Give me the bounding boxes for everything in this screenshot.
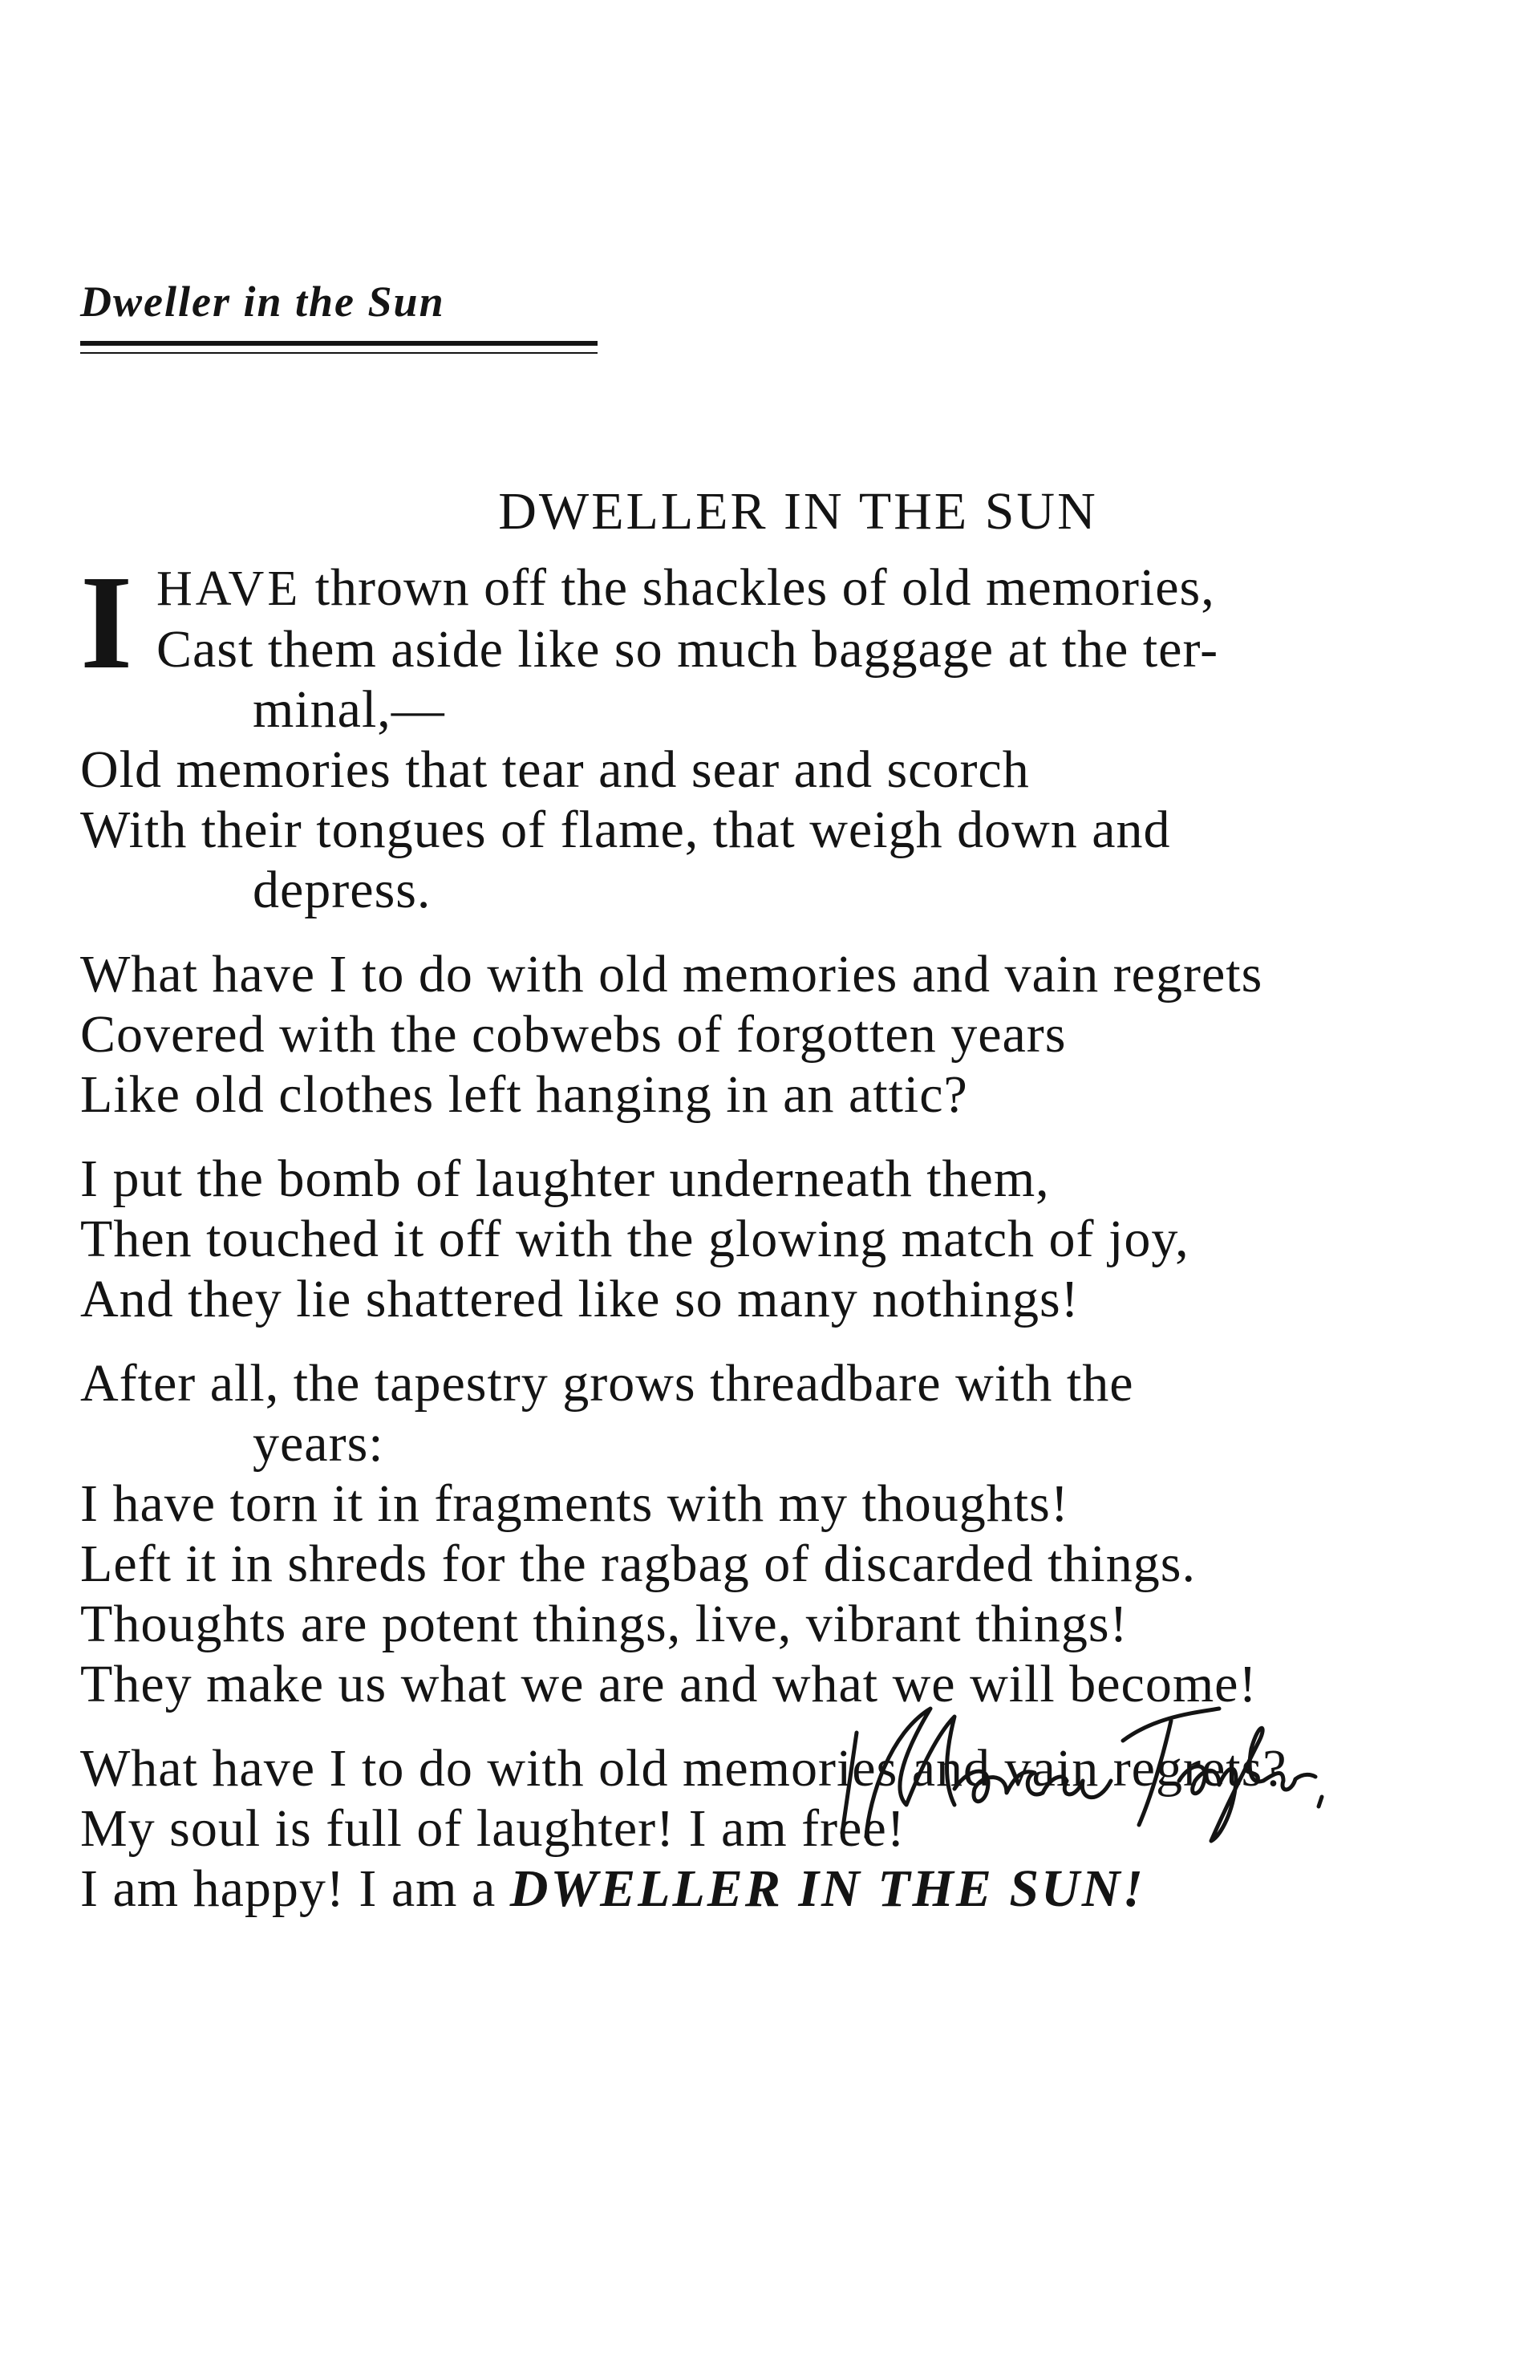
poem-line: I put the bomb of laughter underneath them,: [80, 1149, 1050, 1208]
stanza-4: [80, 1353, 1492, 1714]
signature-stroke: [842, 1733, 857, 1833]
line-text: I am happy! I am a: [80, 1859, 510, 1918]
poem-title: DWELLER IN THE SUN: [498, 482, 1098, 541]
poem-line: [80, 557, 1492, 619]
poem-line: After all, the tapestry grows threadbare with the: [80, 1354, 1134, 1413]
signature-stroke: [1319, 1797, 1322, 1806]
poem-line: years:: [253, 1414, 384, 1473]
poem-line: And they lie shattered like so many nothings!: [80, 1270, 1080, 1328]
poem-line: I have torn it in fragments with my thoughts!: [80, 1474, 1069, 1533]
poem-line: Left it in shreds for the ragbag of discarded things.: [80, 1535, 1196, 1593]
stanza-1: [80, 548, 1492, 920]
handwritten-signature: [834, 1685, 1331, 1853]
poem-line: Like old clothes left hanging in an attic?: [80, 1065, 968, 1124]
running-head: Dweller in the Sun: [80, 278, 445, 326]
poem-line: They make us what we are and what we will become!: [80, 1655, 1258, 1713]
stanza-2: [80, 944, 1492, 1125]
line-text: thrown off the shackles of old memories,: [301, 558, 1215, 617]
poem-line: What have I to do with old memories and vain regrets?: [80, 1739, 1287, 1798]
stanza-3: [80, 1149, 1492, 1329]
header-rule-thin: [80, 352, 598, 354]
signature-stroke: [1139, 1721, 1171, 1825]
poem-line: Covered with the cobwebs of forgotten years: [80, 1005, 1067, 1064]
header-rule-thick: [80, 341, 598, 346]
drop-cap: I: [80, 548, 133, 697]
signature-stroke: [954, 1771, 1111, 1802]
small-caps-word: HAVE: [156, 562, 302, 616]
signature-stroke: [866, 1709, 954, 1837]
poem-line: Cast them aside like so much baggage at the ter-: [156, 620, 1219, 679]
poem-line: What have I to do with old memories and vain regrets: [80, 945, 1263, 1003]
emphasis-text: DWELLER IN THE SUN!: [509, 1859, 1146, 1918]
poem-line: My soul is full of laughter! I am free!: [80, 1799, 906, 1858]
poem-line: [80, 1859, 1492, 1919]
poem-line: With their tongues of flame, that weigh down and: [80, 801, 1171, 859]
poem-line: depress.: [253, 861, 432, 919]
poem-line: minal,—: [253, 680, 445, 739]
poem-line: Thoughts are potent things, live, vibrant things!: [80, 1595, 1129, 1653]
poem-line: Old memories that tear and sear and scorch: [80, 740, 1030, 799]
poem-line: Then touched it off with the glowing match of joy,: [80, 1210, 1189, 1268]
signature-stroke: [1179, 1728, 1315, 1841]
